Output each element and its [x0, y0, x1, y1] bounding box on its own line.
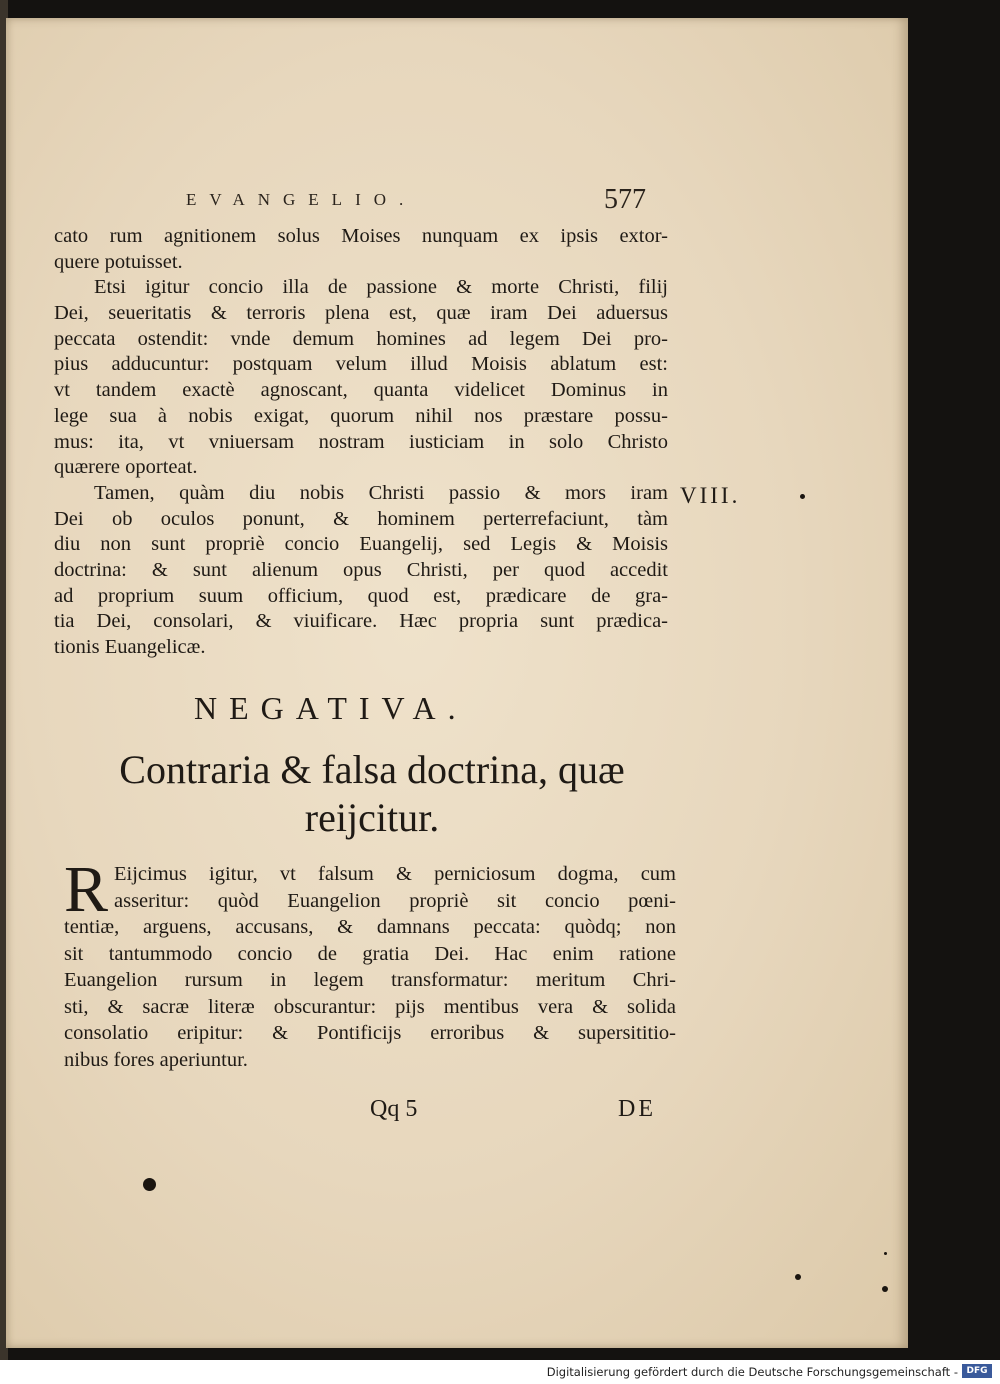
ink-spot [143, 1178, 156, 1191]
text-line: quere potuisset. [54, 250, 183, 273]
text-line: Tamen, quàm diu nobis Christi passio & mors iram [94, 481, 668, 504]
section-heading: NEGATIVA. [194, 690, 468, 726]
page-number: 577 [604, 184, 646, 215]
section-one-text [54, 224, 668, 661]
margin-note: VIII. [680, 483, 741, 508]
text-line: Eijcimus igitur, vt falsum & perniciosum dogma, cum [114, 863, 676, 885]
signature-mark: Qq 5 [370, 1096, 418, 1122]
text-line: tia Dei, consolari, & viuificare. Hæc propria sunt prædica- [54, 610, 668, 633]
text-line: Dei ob oculos ponunt, & hominem perterrefaciunt, tàm [54, 507, 668, 530]
footer-bar [0, 1360, 1000, 1384]
ink-spot [800, 494, 805, 499]
text-line: tionis Euangelicæ. [54, 636, 206, 658]
text-line: doctrina: & sunt alienum opus Christi, per quod accedit [54, 558, 668, 581]
text-line: quærere oporteat. [54, 456, 198, 479]
text-line: mus: ita, vt vniuersam nostram iusticiam in solo Christo [54, 430, 668, 453]
ink-spot [795, 1274, 801, 1280]
text-line: peccata ostendit: vnde demum homines ad legem Dei pro- [54, 327, 668, 350]
text-line: lege sua à nobis exigat, quorum nihil nos præstare possu- [54, 404, 668, 427]
ink-spot [882, 1286, 888, 1292]
dfg-logo: DFG [962, 1364, 992, 1378]
section-two-text [64, 853, 676, 1073]
drop-cap: R [64, 853, 109, 926]
text-line: sti, & sacræ literæ obscurantur: pijs mentibus vera & solida [64, 995, 676, 1018]
text-line: cato rum agnitionem solus Moises nunquam ex ipsis extor- [54, 225, 668, 247]
text-line: Etsi igitur concio illa de passione & morte Christi, filij [94, 276, 668, 299]
ink-spot [884, 1252, 887, 1255]
text-line: tentiæ, arguens, accusans, & damnans peccata: quòdq; non [64, 916, 676, 938]
text-line: diu non sunt propriè concio Euangelij, sed Legis & Moisis [54, 533, 668, 556]
text-line: pius adducuntur: postquam velum illud Moisis ablatum est: [54, 353, 668, 376]
section-title: Contraria & falsa doctrina, quæ reijcitur. [119, 747, 625, 840]
text-line: Dei, seueritatis & terroris plena est, quæ iram Dei aduersus [54, 302, 668, 325]
text-line: vt tandem exactè agnoscant, quanta videlicet Dominus in [54, 379, 668, 402]
running-head: EVANGELIO. [186, 190, 417, 209]
text-line: nibus fores aperiuntur. [64, 1048, 248, 1071]
text-line: sit tantummodo concio de gratia Dei. Hac enim ratione [64, 942, 676, 965]
catchword: DE [618, 1096, 656, 1122]
text-line: consolatio eripitur: & Pontificijs erroribus & supersititio- [64, 1022, 676, 1044]
funding-credit: Digitalisierung gefördert durch die Deutsche Forschungsgemeinschaft - [546, 1365, 958, 1379]
text-line: asseritur: quòd Euangelion propriè sit concio pœni- [114, 889, 676, 912]
book-page [6, 18, 908, 1348]
text-line: Euangelion rursum in legem transformatur: meritum Chri- [64, 969, 676, 991]
text-line: ad proprium suum officium, quod est, prædicare de gra- [54, 584, 668, 607]
